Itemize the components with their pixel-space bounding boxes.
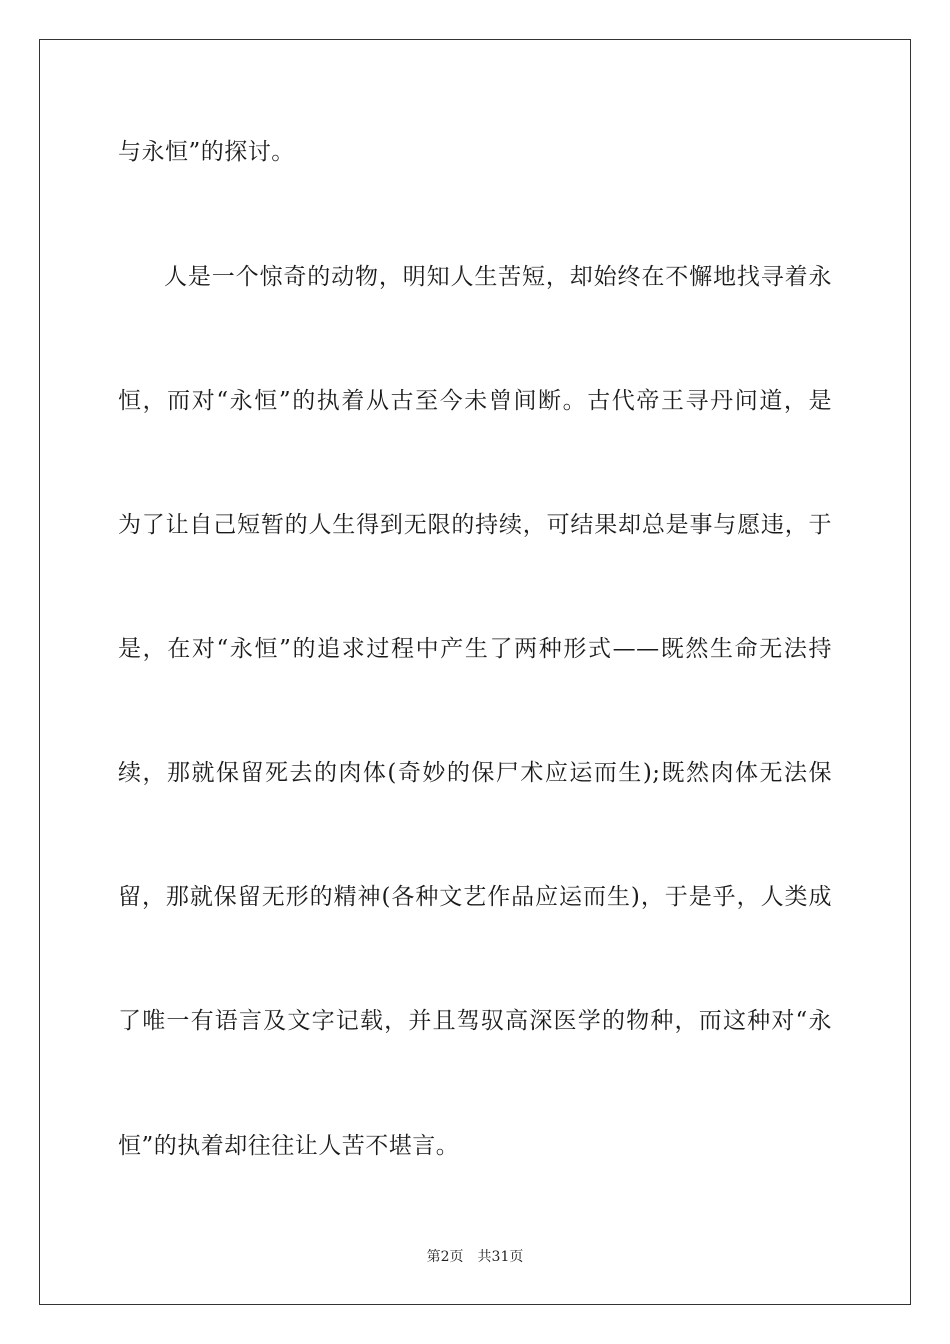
paragraph-line: 人是一个惊奇的动物，明知人生苦短，却始终在不懈地找寻着永 (164, 264, 832, 290)
page-footer (0, 1248, 950, 1266)
page-border (39, 39, 911, 1305)
paragraph-line: 留，那就保留无形的精神(各种文艺作品应运而生)，于是乎，人类成 (118, 884, 832, 910)
paragraph-line: 恒，而对“永恒”的执着从古至今未曾间断。古代帝王寻丹问道，是 (118, 388, 832, 414)
paragraph-line: 恒”的执着却往往让人苦不堪言。 (118, 1133, 460, 1159)
paragraph-line: 续，那就保留死去的肉体(奇妙的保尸术应运而生);既然肉体无法保 (118, 760, 832, 786)
page-number: 第2页 (426, 1249, 464, 1265)
paragraph-line: 为了让自己短暂的人生得到无限的持续，可结果却总是事与愿违，于 (118, 512, 832, 538)
page-total: 共31页 (477, 1249, 524, 1265)
paragraph-line: 与永恒”的探讨。 (118, 139, 295, 165)
paragraph-line: 是，在对“永恒”的追求过程中产生了两种形式——既然生命无法持 (118, 636, 832, 662)
paragraph-line: 了唯一有语言及文字记载，并且驾驭高深医学的物种，而这种对“永 (118, 1008, 832, 1034)
